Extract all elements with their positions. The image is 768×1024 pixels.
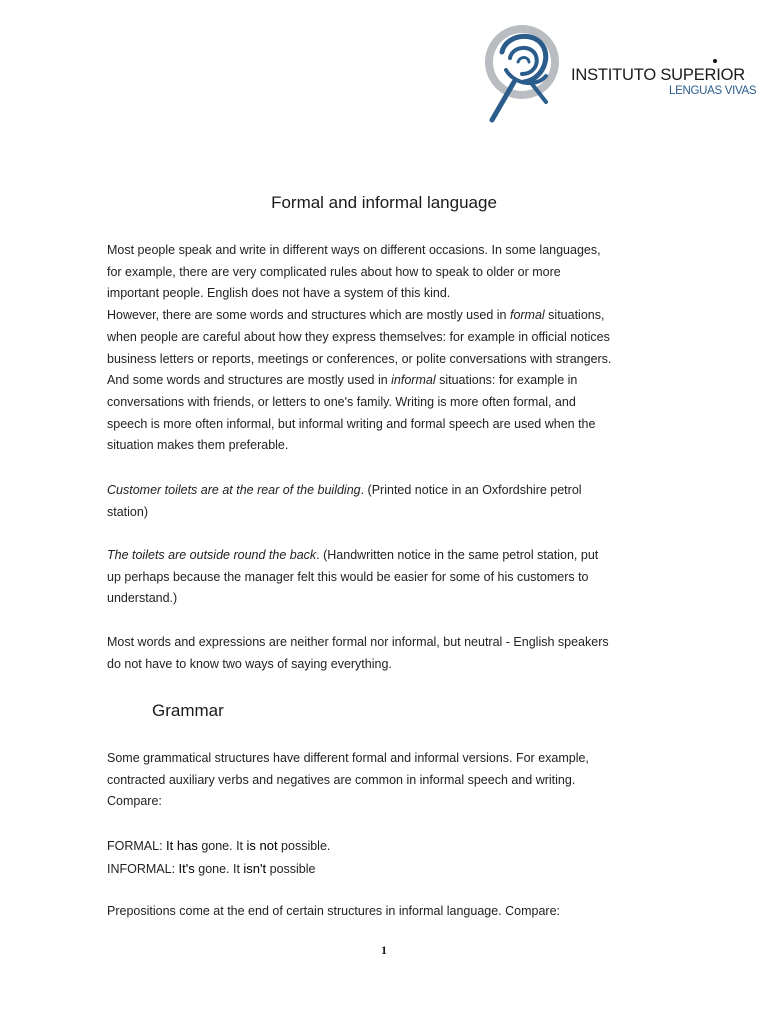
example-formal-notice — [107, 480, 667, 523]
example-note: up perhaps because the manager felt this would be easier for some of his customers to — [107, 569, 589, 584]
intro-text: situations: for example in — [435, 373, 578, 388]
page-title: Formal and informal language — [271, 193, 497, 212]
logo-dot — [713, 59, 717, 63]
logo-swirl-icon — [484, 22, 568, 126]
informal-emphasis: informal — [391, 373, 436, 388]
formal-emphasis: formal — [509, 308, 545, 323]
example-note: station) — [107, 504, 148, 519]
intro-text: And some words and structures are mostly used in — [107, 373, 392, 388]
intro-line: conversations with friends, or letters to one's family. Writing is more often formal, and — [107, 394, 576, 409]
intro-line: when people are careful about how they express themselves: for example in official notices — [107, 329, 610, 344]
logo-subtitle: LENGUAS VIVAS — [669, 85, 757, 97]
intro-line — [107, 370, 667, 392]
logo-name: INSTITUTO SUPERIOR — [571, 66, 745, 84]
example-quote: Customer toilets are at the rear of the building — [107, 483, 361, 497]
intro-line: for example, there are very complicated rules about how to speak to older or more — [107, 264, 561, 279]
formal-example: FORMAL: It has gone. It is not possible. — [107, 838, 331, 853]
intro-line: business letters or reports, meetings or conferences, or polite conversations with strangers. — [107, 351, 612, 366]
grammar-paragraph: Some grammatical structures have different formal and informal versions. For example, contracted auxiliary verbs and negatives are common in informal speech and writing. Compare: — [107, 751, 589, 809]
institution-logo — [484, 22, 757, 126]
intro-line: speech is more often informal, but informal writing and formal speech are used when the — [107, 416, 596, 431]
page-number: 1 — [381, 943, 387, 957]
example-quote: The toilets are outside round the back — [107, 548, 317, 562]
intro-line: important people. English does not have a system of this kind. — [107, 286, 451, 301]
informal-example: INFORMAL: It's gone. It isn't possible — [107, 860, 316, 876]
intro-paragraph — [107, 240, 667, 457]
example-note: understand.) — [107, 591, 178, 606]
intro-line: Most people speak and write in different ways on different occasions. In some languages, — [107, 243, 601, 257]
neutral-paragraph: Most words and expressions are neither formal nor informal, but neutral - English speakers do not have to know two ways of saying everything. — [107, 635, 609, 671]
example-informal-notice — [107, 545, 667, 610]
intro-text: However, there are some words and structures which are mostly used in — [107, 308, 510, 323]
prepositions-paragraph: Prepositions come at the end of certain structures in informal language. Compare: — [107, 904, 561, 918]
intro-line — [107, 305, 667, 327]
intro-text: situations, — [544, 308, 605, 323]
grammar-heading: Grammar — [152, 701, 224, 720]
example-note: . (Handwritten notice in the same petrol station, put — [316, 548, 599, 562]
example-note: . (Printed notice in an Oxfordshire petrol — [360, 483, 582, 497]
compare-examples — [107, 835, 667, 880]
intro-line: situation makes them preferable. — [107, 438, 289, 453]
